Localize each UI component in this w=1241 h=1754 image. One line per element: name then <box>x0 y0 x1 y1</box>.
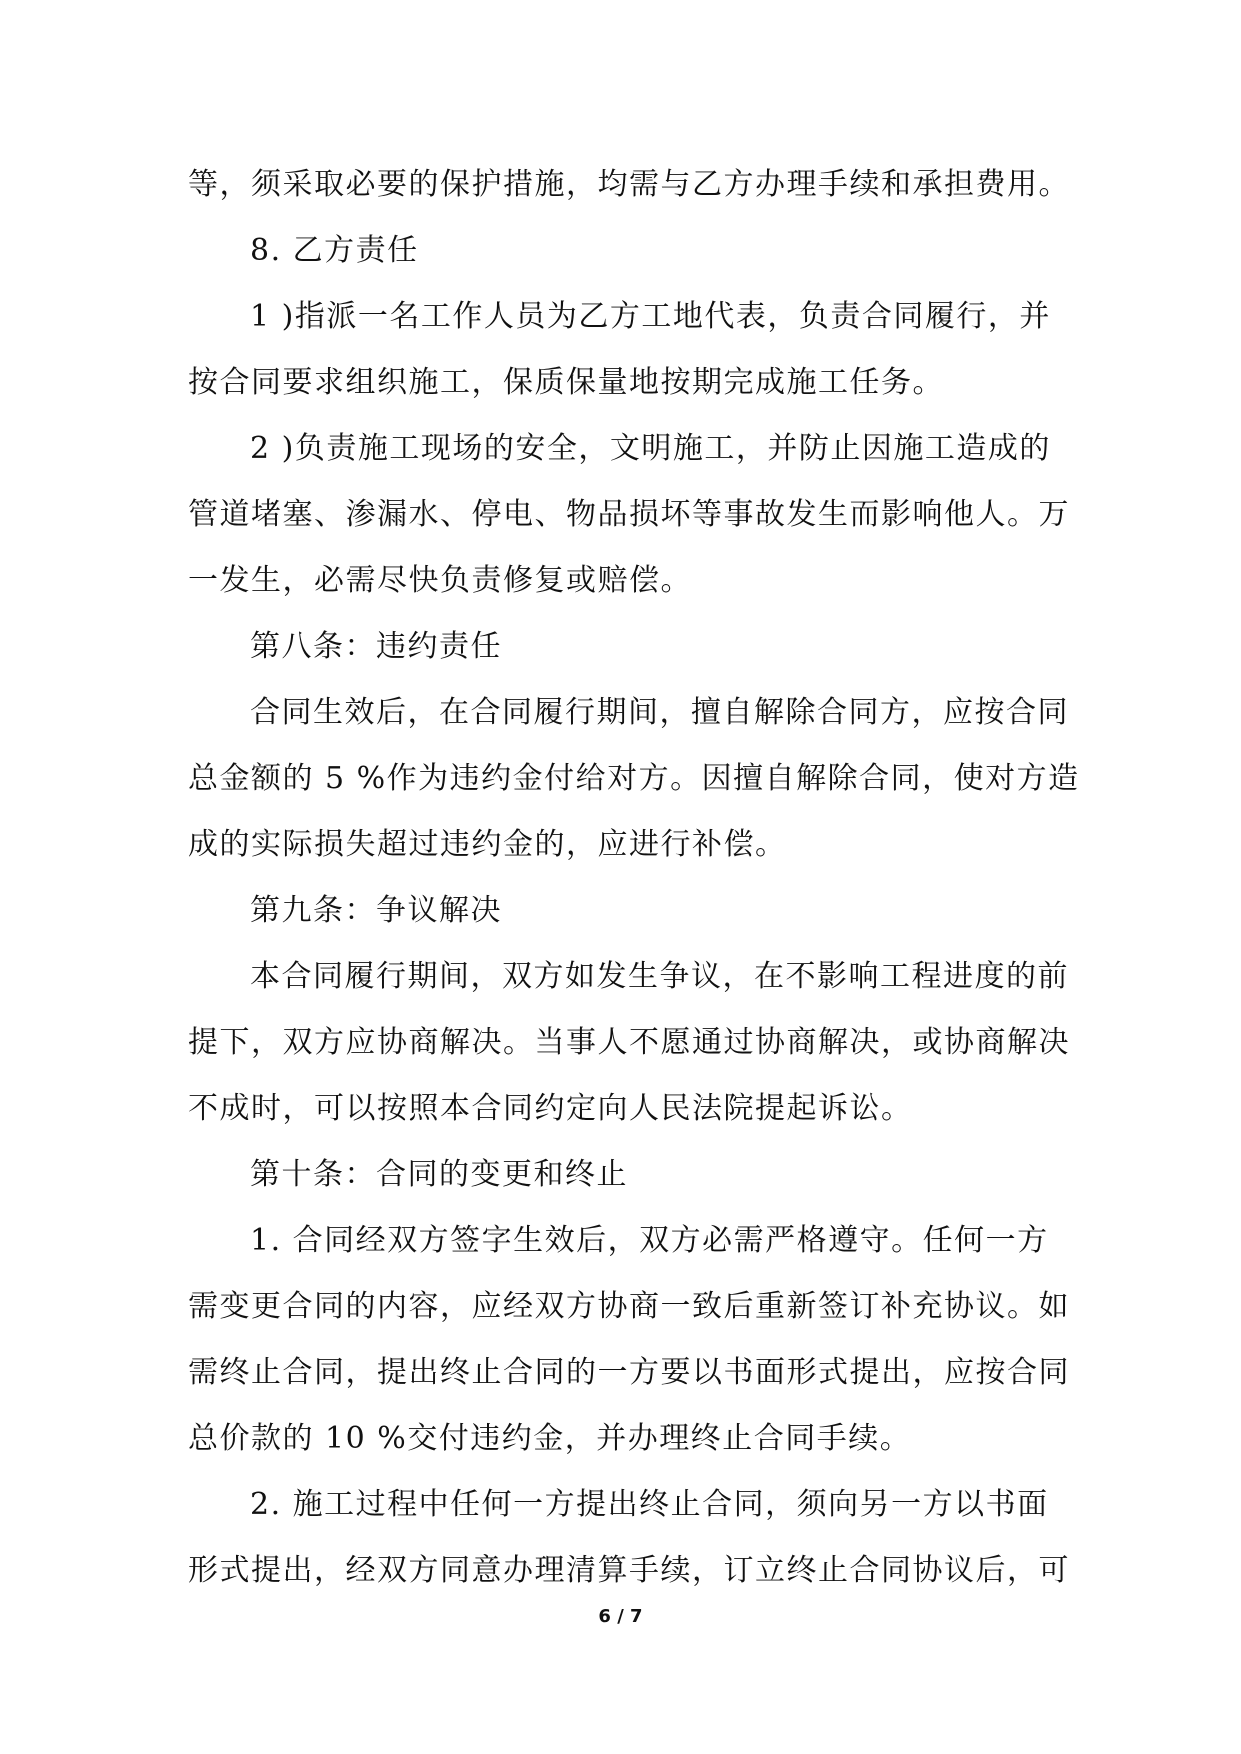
text-line: 2. 施工过程中任何一方提出终止合同，须向另一方以书面 <box>250 1487 1049 1522</box>
text-line: 等，须采取必要的保护措施，均需与乙方办理手续和承担费用。 <box>188 167 1070 202</box>
text-line: 形式提出，经双方同意办理清算手续，订立终止合同协议后，可 <box>188 1553 1070 1588</box>
document-body <box>188 152 1080 1604</box>
text-line: 按合同要求组织施工，保质保量地按期完成施工任务。 <box>188 365 944 400</box>
text-line: 总价款的 10 %交付违约金，并办理终止合同手续。 <box>188 1421 912 1456</box>
text-line: 1 )指派一名工作人员为乙方工地代表，负责合同履行，并 <box>250 299 1051 334</box>
text-line: 不成时，可以按照本合同约定向人民法院提起诉讼。 <box>188 1091 913 1126</box>
text-line: 第八条：违约责任 <box>250 629 502 664</box>
text-line: 总金额的 5 %作为违约金付给对方。因擅自解除合同，使对方造 <box>188 761 1080 796</box>
text-line: 本合同履行期间，双方如发生争议，在不影响工程进度的前 <box>250 959 1069 994</box>
text-line: 2 )负责施工现场的安全，文明施工，并防止因施工造成的 <box>250 431 1051 466</box>
text-line: 第十条：合同的变更和终止 <box>250 1157 628 1192</box>
text-line: 需变更合同的内容，应经双方协商一致后重新签订补充协议。如 <box>188 1289 1070 1324</box>
text-line: 第九条：争议解决 <box>250 893 502 928</box>
text-line: 成的实际损失超过违约金的，应进行补偿。 <box>188 827 787 862</box>
text-line: 8. 乙方责任 <box>250 233 419 268</box>
text-line: 1. 合同经双方签字生效后，双方必需严格遵守。任何一方 <box>250 1223 1049 1258</box>
text-line: 提下，双方应协商解决。当事人不愿通过协商解决，或协商解决 <box>188 1025 1070 1060</box>
text-line: 合同生效后，在合同履行期间，擅自解除合同方，应按合同 <box>250 695 1069 730</box>
text-line: 需终止合同，提出终止合同的一方要以书面形式提出，应按合同 <box>188 1355 1070 1390</box>
text-line: 管道堵塞、渗漏水、停电、物品损坏等事故发生而影响他人。万 <box>188 497 1070 532</box>
page-number: 6 / 7 <box>598 1606 643 1627</box>
text-line: 一发生，必需尽快负责修复或赔偿。 <box>188 563 692 598</box>
